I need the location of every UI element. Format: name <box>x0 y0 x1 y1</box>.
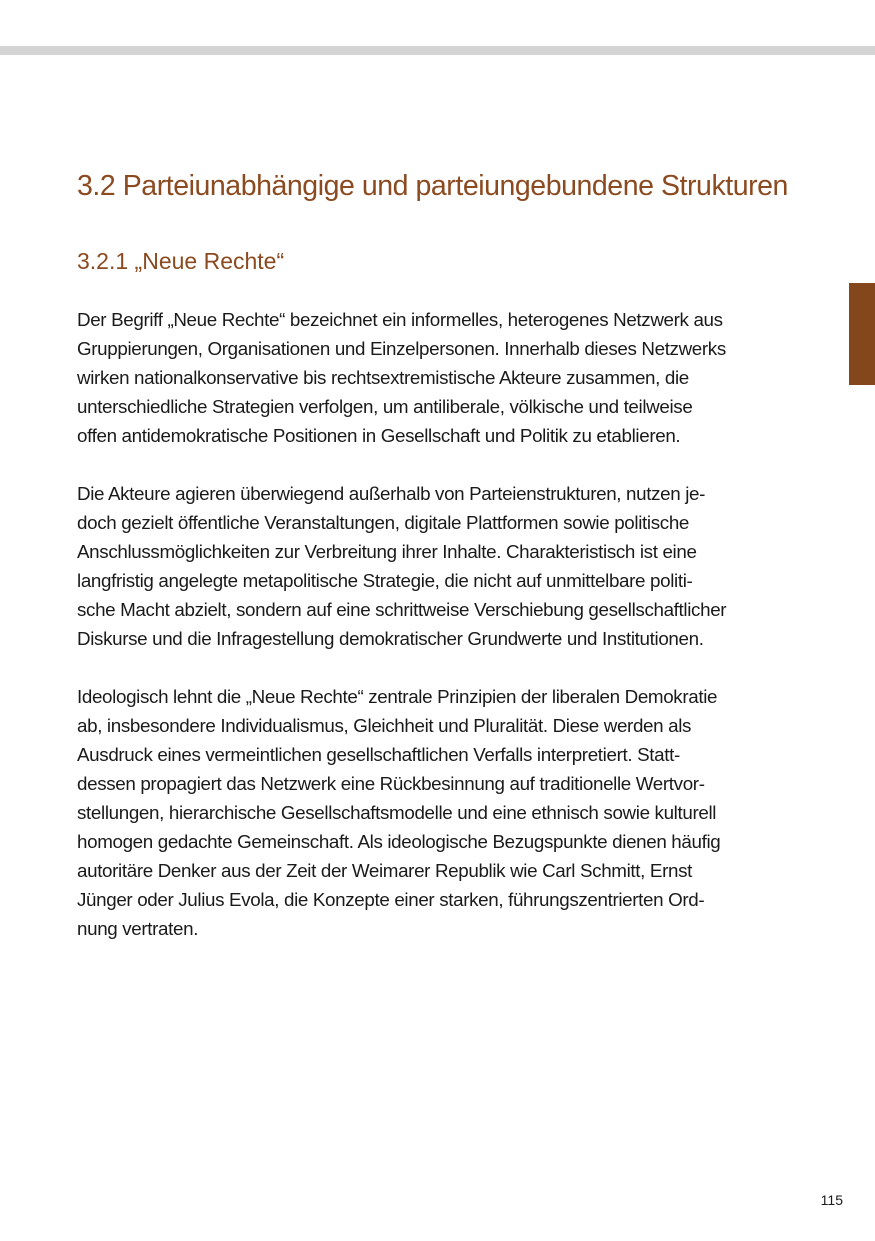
text-line: Anschlussmöglichkeiten zur Verbreitung ihrer Inhalte. Charakteristisch ist eine <box>77 541 697 562</box>
subsection-heading: 3.2.1 „Neue Rechte“ <box>77 248 285 274</box>
section-heading: 3.2 Parteiunabhängige und parteiungebundene Strukturen <box>77 170 788 202</box>
text-line: autoritäre Denker aus der Zeit der Weimarer Republik wie Carl Schmitt, Ernst <box>77 860 692 881</box>
text-line: doch gezielt öffentliche Veranstaltungen, digitale Plattformen sowie politische <box>77 512 690 533</box>
text-line: wirken nationalkonservative bis rechtsextremistische Akteure zusammen, die <box>77 367 689 388</box>
top-rule <box>0 46 875 55</box>
page-number: 115 <box>820 1192 843 1208</box>
text-line: Gruppierungen, Organisationen und Einzelpersonen. Innerhalb dieses Netzwerks <box>77 338 726 359</box>
text-line: dessen propagiert das Netzwerk eine Rückbesinnung auf traditionelle Wertvor- <box>77 773 705 794</box>
text-line: Ausdruck eines vermeintlichen gesellschaftlichen Verfalls interpretiert. Statt- <box>77 744 680 765</box>
text-line: Jünger oder Julius Evola, die Konzepte einer starken, führungszentrierten Ord- <box>77 889 705 910</box>
text-line: nung vertraten. <box>77 918 199 939</box>
text-line: homogen gedachte Gemeinschaft. Als ideologische Bezugspunkte dienen häufig <box>77 831 721 852</box>
text-line: unterschiedliche Strategien verfolgen, um antiliberale, völkische und teilweise <box>77 396 693 417</box>
text-line: Diskurse und die Infragestellung demokratischer Grundwerte und Institutionen. <box>77 628 704 649</box>
paragraph-2 <box>77 479 799 653</box>
text-line: ab, insbesondere Individualismus, Gleichheit und Pluralität. Diese werden als <box>77 715 692 736</box>
text-line: stellungen, hierarchische Gesellschaftsmodelle und eine ethnisch sowie kulturell <box>77 802 717 823</box>
page-content <box>77 166 799 943</box>
text-line: sche Macht abzielt, sondern auf eine schrittweise Verschiebung gesellschaftlicher <box>77 599 727 620</box>
text-line: Der Begriff „Neue Rechte“ bezeichnet ein informelles, heterogenes Netzwerk aus <box>77 309 723 330</box>
paragraph-3 <box>77 682 799 943</box>
text-line: offen antidemokratische Positionen in Gesellschaft und Politik zu etablieren. <box>77 425 681 446</box>
paragraph-1 <box>77 305 799 450</box>
text-line: langfristig angelegte metapolitische Strategie, die nicht auf unmittelbare politi- <box>77 570 693 591</box>
text-line: Die Akteure agieren überwiegend außerhalb von Parteienstrukturen, nutzen je- <box>77 483 706 504</box>
text-line: Ideologisch lehnt die „Neue Rechte“ zentrale Prinzipien der liberalen Demokratie <box>77 686 718 707</box>
chapter-side-tab <box>849 283 875 385</box>
